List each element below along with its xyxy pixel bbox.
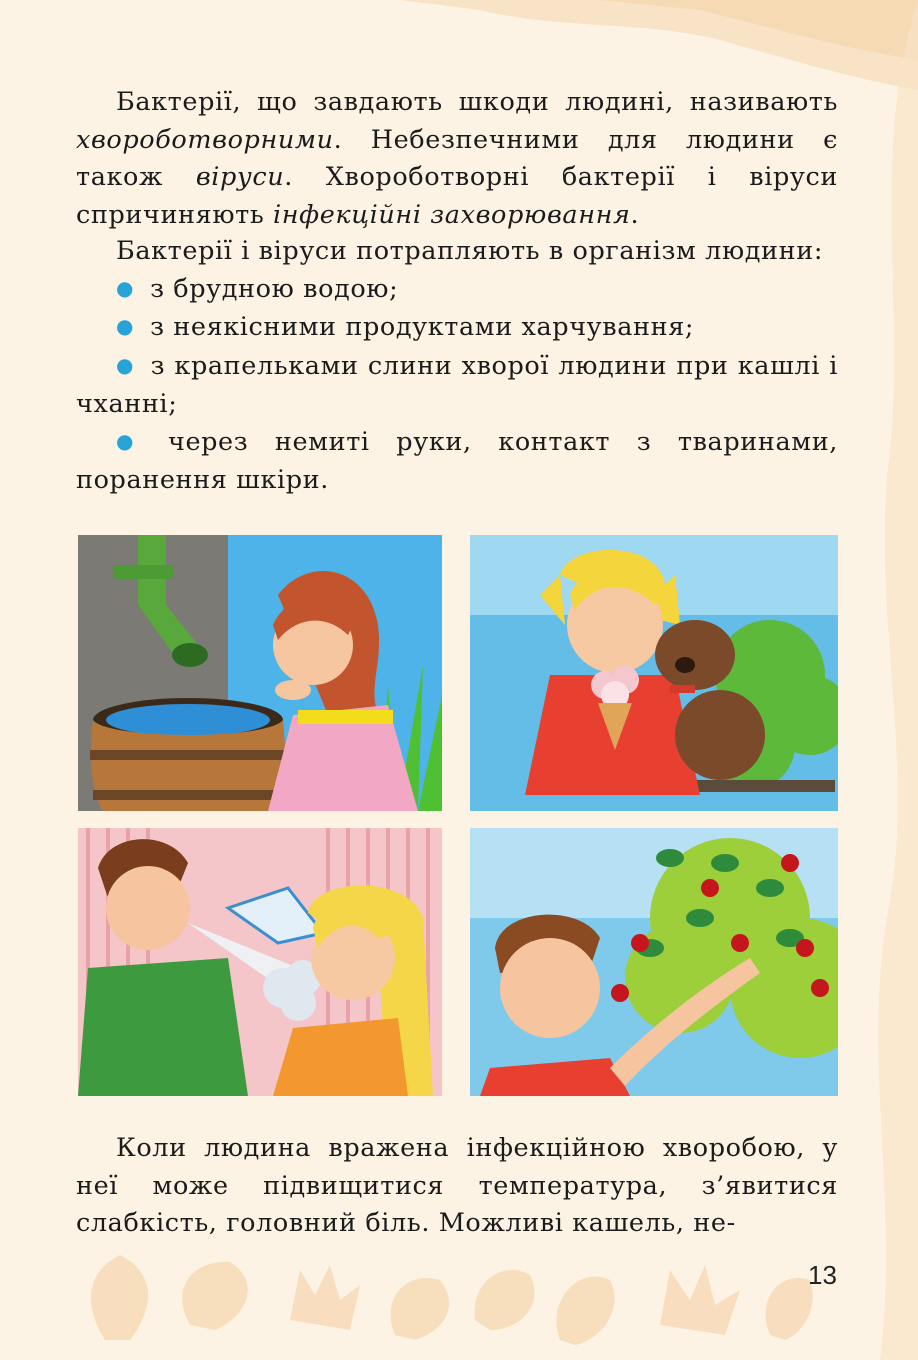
term-viruses: віруси xyxy=(195,162,285,192)
term-pathogenic: хвороботворними xyxy=(76,124,334,155)
paragraph1-intro: Бактерії, що завдають шкоди людині, називають xyxy=(116,87,838,117)
bullet-item xyxy=(76,271,838,310)
bullet-text: з неякісними продуктами харчування; xyxy=(150,312,695,342)
paragraph-bacteria-definition xyxy=(76,84,838,234)
bullet-item xyxy=(76,424,838,500)
paragraph1-mid2: . Хвороботворні бактерії і віруси спричиняють xyxy=(76,162,838,230)
bullet-text: з крапельками слини хворої людини при кашлі і чханні; xyxy=(76,350,838,419)
bullet-icon: ● xyxy=(116,275,135,300)
girl-with-ice-cream-and-dog-illustration xyxy=(470,535,838,811)
paragraph-infection-routes xyxy=(76,233,838,500)
bullet-text: з брудною водою; xyxy=(150,273,399,304)
bullet-item xyxy=(76,309,838,348)
bullet-item xyxy=(76,348,838,424)
boy-sneezing-at-girl-illustration xyxy=(78,828,442,1096)
paragraph3-text: Коли людина вражена інфекційною хворобою, у неї може підвищитися температура, з’явитися слабкість, головний біль. Можливі кашель, не- xyxy=(76,1133,838,1238)
girl-drinking-from-barrel-illustration xyxy=(78,535,442,811)
bullet-icon: ● xyxy=(116,428,152,453)
boy-picking-cherries-illustration xyxy=(470,828,838,1096)
leaf-decoration-row xyxy=(91,1255,813,1345)
paragraph1-mid1: . Небезпечними для людини є також xyxy=(76,124,838,192)
term-infectious-diseases: інфекційні захворювання xyxy=(273,199,631,230)
paragraph2-intro: Бактерії і віруси потрапляють в організм людини: xyxy=(116,236,824,266)
right-edge-wave xyxy=(878,0,918,1360)
paragraph1-end: . xyxy=(630,199,640,230)
bullet-text: через немиті руки, контакт з тваринами, поранення шкіри. xyxy=(76,426,838,495)
bullet-icon: ● xyxy=(116,314,135,338)
paragraph-symptoms xyxy=(76,1130,838,1243)
bullet-icon: ● xyxy=(116,352,135,377)
page-number: 13 xyxy=(808,1260,837,1290)
